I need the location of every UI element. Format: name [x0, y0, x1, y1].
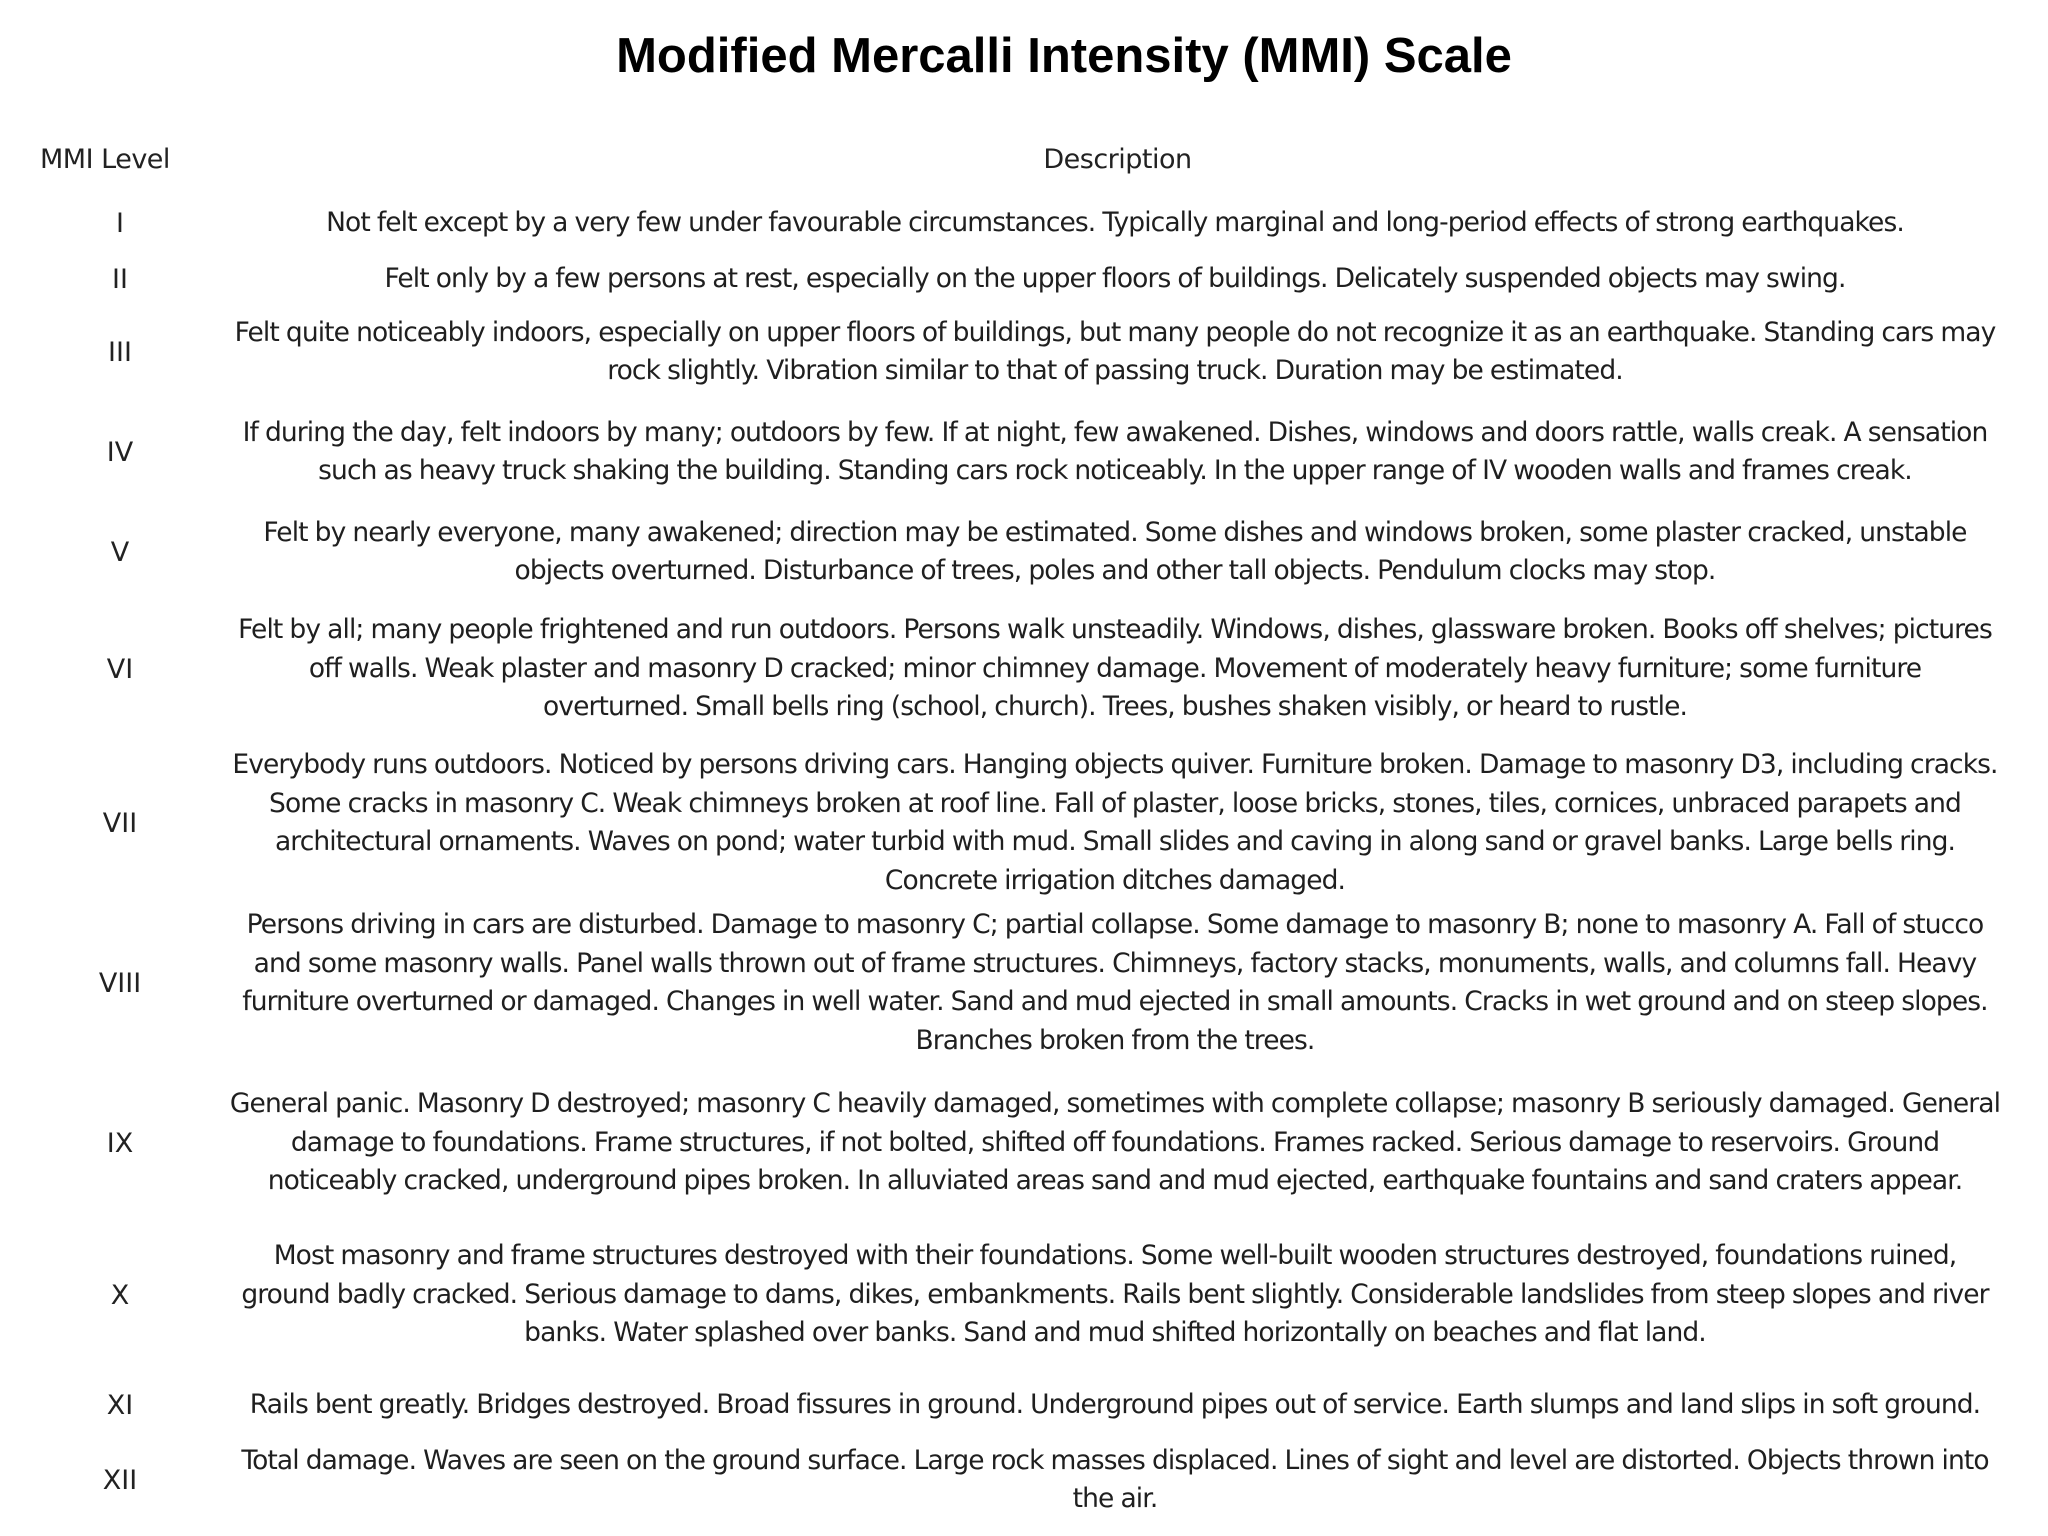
mmi-level-cell: II [112, 263, 128, 295]
description-cell [200, 906, 2030, 1060]
description-line: Total damage. Waves are seen on the ground surface. Large rock masses displaced. Lines of sight and level are distorted. Objects thrown into [241, 1444, 1989, 1476]
mmi-level-cell: X [110, 1279, 130, 1311]
description-line: and some masonry walls. Panel walls thrown out of frame structures. Chimneys, factory stacks, monuments, walls, and columns fall. Heavy [253, 947, 1977, 979]
description-line: Felt by nearly everyone, many awakened; direction may be estimated. Some dishes and windows broken, some plaster cracked, unstable [263, 516, 1967, 548]
description-line: If during the day, felt indoors by many; outdoors by few. If at night, few awakened. Dishes, windows and doors rattle, walls creak. A sensation [242, 416, 1988, 448]
mmi-level-cell: VII [102, 807, 138, 839]
mmi-level-cell: I [116, 207, 124, 239]
description-cell [200, 746, 2030, 900]
page-title: Modified Mercalli Intensity (MMI) Scale [616, 29, 1512, 83]
table-row [0, 1386, 2048, 1425]
description-cell [200, 1085, 2030, 1201]
description-line: General panic. Masonry D destroyed; masonry C heavily damaged, sometimes with complete collapse; masonry B seriously damaged. General [229, 1088, 2001, 1120]
table-row [0, 611, 2048, 727]
table-row [0, 906, 2048, 1060]
mmi-level-cell: V [110, 536, 130, 568]
description-cell [200, 314, 2030, 391]
description-line: damage to foundations. Frame structures, if not bolted, shifted off foundations. Frames racked. Serious damage to reservoirs. Ground [290, 1126, 1940, 1158]
description-line: Everybody runs outdoors. Noticed by persons driving cars. Hanging objects quiver. Furniture broken. Damage to masonry D3, including cracks. [232, 749, 1998, 780]
description-line: rock slightly. Vibration similar to that of passing truck. Duration may be estimated. [607, 355, 1623, 386]
table-row [0, 1442, 2048, 1519]
description-line: Felt only by a few persons at rest, especially on the upper floors of buildings. Delicately suspended objects may swing. [384, 262, 1846, 294]
table-row [0, 746, 2048, 900]
description-cell [200, 260, 2030, 299]
table-row [0, 314, 2048, 391]
table-row [0, 1085, 2048, 1201]
description-cell [200, 1386, 2030, 1425]
description-line: Concrete irrigation ditches damaged. [884, 864, 1346, 896]
description-line: ground badly cracked. Serious damage to dams, dikes, embankments. Rails bent slightly. Considerable landslides from steep slopes and river [241, 1278, 1989, 1310]
mmi-level-cell: IX [106, 1127, 134, 1159]
description-line: the air. [1072, 1483, 1158, 1514]
description-line: Some cracks in masonry C. Weak chimneys broken at roof line. Fall of plaster, loose bricks, stones, tiles, cornices, unbraced parapets and [269, 787, 1961, 819]
description-line: such as heavy truck shaking the building. Standing cars rock noticeably. In the upper range of IV wooden walls and frames creak. [318, 455, 1912, 486]
column-header-mmi-level: MMI Level [40, 144, 170, 175]
table-row [0, 1237, 2048, 1353]
description-line: noticeably cracked, underground pipes broken. In alluviated areas sand and mud ejected, earthquake fountains and sand craters appear. [267, 1165, 1963, 1197]
mmi-level-cell: XII [102, 1464, 138, 1496]
table-row [0, 204, 2048, 243]
description-line: Rails bent greatly. Bridges destroyed. Broad fissures in ground. Underground pipes out of service. Earth slumps and land slips in soft ground. [249, 1388, 1981, 1420]
description-cell [200, 1237, 2030, 1353]
description-line: banks. Water splashed over banks. Sand and mud shifted horizontally on beaches and flat land. [524, 1317, 1706, 1349]
description-line: overturned. Small bells ring (school, church). Trees, bushes shaken visibly, or heard to rustle. [542, 691, 1687, 723]
description-line: Not felt except by a very few under favourable circumstances. Typically marginal and long-period effects of strong earthquakes. [326, 206, 1904, 238]
mmi-level-cell: IV [106, 436, 134, 468]
description-cell [200, 204, 2030, 243]
mmi-level-cell: III [108, 336, 132, 368]
description-cell [200, 514, 2030, 591]
description-line: Most masonry and frame structures destroyed with their foundations. Some well-built wooden structures destroyed, foundations ruined, [273, 1240, 1957, 1272]
table-row [0, 414, 2048, 491]
table-row [0, 260, 2048, 299]
description-line: objects overturned. Disturbance of trees, poles and other tall objects. Pendulum clocks may stop. [514, 555, 1716, 586]
description-line: Branches broken from the trees. [915, 1024, 1315, 1056]
column-header-description: Description [1043, 144, 1192, 175]
description-line: architectural ornaments. Waves on pond; water turbid with mud. Small slides and caving in along sand or gravel banks. Large bells ring. [274, 826, 1956, 857]
mmi-level-cell: VIII [98, 967, 142, 999]
table-row [0, 514, 2048, 591]
mmi-level-cell: VI [106, 653, 134, 685]
description-line: furniture overturned or damaged. Changes in well water. Sand and mud ejected in small amounts. Cracks in wet ground and on steep slopes. [242, 986, 1988, 1017]
description-cell [200, 1442, 2030, 1519]
mmi-level-cell: XI [106, 1389, 134, 1421]
description-line: Felt quite noticeably indoors, especially on upper floors of buildings, but many people do not recognize it as an earthquake. Standing cars may [234, 316, 1996, 348]
description-line: off walls. Weak plaster and masonry D cracked; minor chimney damage. Movement of moderately heavy furniture; some furniture [308, 652, 1922, 684]
description-line: Felt by all; many people frightened and run outdoors. Persons walk unsteadily. Windows, dishes, glassware broken. Books off shelves; pictures [238, 614, 1992, 646]
description-cell [200, 611, 2030, 727]
description-cell [200, 414, 2030, 491]
description-line: Persons driving in cars are disturbed. Damage to masonry C; partial collapse. Some damage to masonry B; none to masonry A. Fall of stucco [246, 909, 1984, 940]
